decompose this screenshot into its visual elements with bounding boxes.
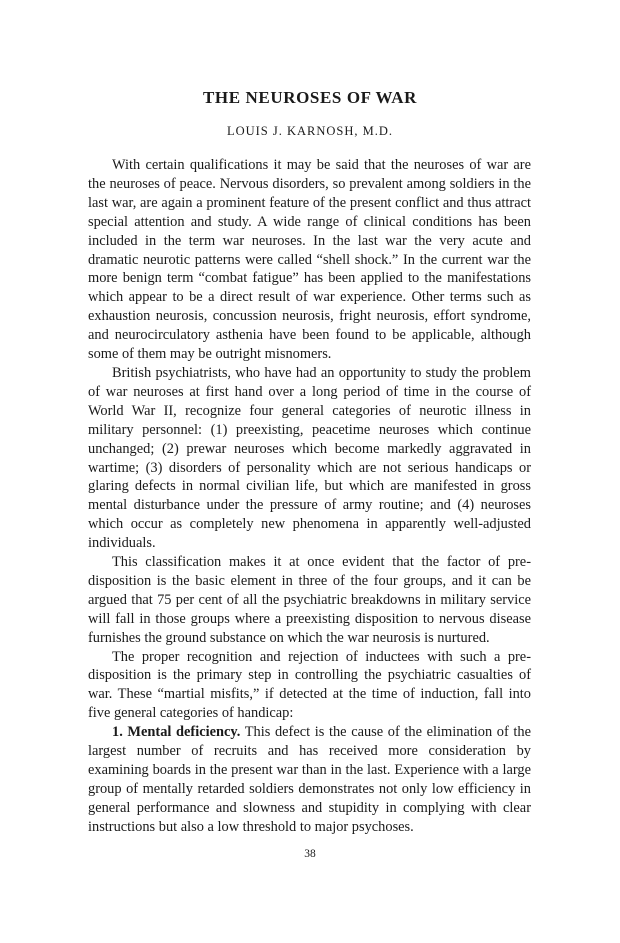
paragraph-4: The proper recognition and rejection of inductees with such a predisposition is the primary step in controlling the psychiatric casualties of war. These “martial misfits,” if detected at the time of induction, fall into five general categories of handicap: — [88, 648, 531, 722]
article-body — [88, 156, 531, 837]
paragraph-3: This classification makes it at once evident that the factor of predisposition is the basic element in three of the four groups, and it can be argued that 75 per cent of all the psychiatric breakdowns in military service will fall in those groups where a preexisting disposition to nervous disease furnishes the ground substance on which the war neurosis is nurtured. — [88, 554, 531, 646]
item-heading-mental-deficiency: 1. Mental deficiency. — [112, 724, 241, 741]
paragraph-2: British psychiatrists, who have had an opportunity to study the problem of war neuroses at first hand over a long period of time in the course of World War II, recognize four general categories of neurotic illness in military personnel: (1) preexisting, peacetime neuroses which continue unchanged; (2) prewar neuroses which become markedly aggravated in wartime; (3) disorders of personality which are not serious handicaps or glaring defects in normal civilian life, but which are manifested in gross mental disturbance under the pressure of army routine; and (4) neuroses which occur as completely new phenomena in apparently well-adjusted individuals. — [88, 364, 531, 552]
item-text-mental-deficiency: This defect is the cause of the elimination of the largest number of recruits and has received more consideration by examining boards in the present war than in the last. Experience with a large group of mentally retarded soldiers demonstrates not only low efficiency in general performance and slowness and stupidity in complying with clear instructions but also a low threshold to major psychoses. — [88, 724, 531, 835]
page-number: 38 — [304, 848, 316, 860]
article-title: THE NEUROSES OF WAR — [202, 88, 418, 107]
paragraph-5 — [88, 723, 531, 836]
paragraph-1: With certain qualifications it may be said that the neuroses of war are the neuroses of peace. Nervous disorders, so prevalent among soldiers in the last war, are again a prominent feature of the present conflict and thus attract special attention and study. A wide range of clinical conditions has been included in the term war neuroses. In the last war the very acute and dramatic neurotic patterns were called “shell shock.” In the current war the more benign term “combat fatigue” has been applied to the manifestations which appear to be a direct result of war experience. Other terms such as exhaustion neurosis, concussion neurosis, fright neurosis, effort syndrome, and neurocirculatory asthenia have been found to be applicable, although some of them may be outright misnomers. — [88, 157, 531, 363]
article-author: LOUIS J. KARNOSH, M.D. — [226, 124, 394, 138]
